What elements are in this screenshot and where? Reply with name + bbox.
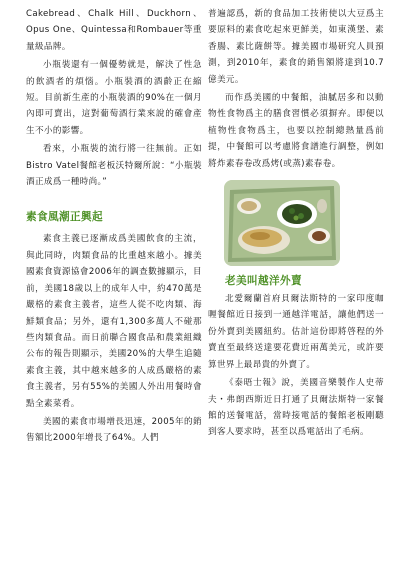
paragraph-tech: 普遍認爲，新的食品加工技術使以大豆爲主要原料的素食吃起來更鮮美，如東漢堡、素香腸、素比薩餅等。據美國市場研究人員預測，到2010年，素食的銷售額將達到10.7億美元。 <box>208 9 384 85</box>
paragraph-brands: Cakebread、Chalk Hill、Duckhorn、Opus One、Quintessa和Rombauer等重量級品牌。 <box>26 9 202 52</box>
paragraph-curry-takeout: 北愛爾蘭首府貝爾法斯特的一家印度咖喱餐館近日接到一通越洋電話，讓他們送一份外賣到美國紐約。估計這份即將啓程的外賣直至最終送達要花費近兩萬美元，或許要算世界上最昂貴的外賣了。 <box>208 294 384 370</box>
vegetarian-meal-photo <box>224 180 340 266</box>
section-heading-takeout: 老美叫越洋外賣 <box>225 275 302 288</box>
section-heading-vegetarian: 素食風潮正興起 <box>26 211 103 224</box>
right-column <box>208 6 384 443</box>
left-column <box>26 6 202 449</box>
meal-illustration <box>224 180 340 266</box>
paragraph-trend: 看來，小瓶裝的流行將一往無前。正如Bistro Vatel餐館老板沃特爾所說：“小瓶裝酒正成爲一種時尚。” <box>26 144 202 188</box>
paragraph-small-bottles: 小瓶裝還有一個優勢就是，解決了性急的飲酒者的煩惱。小瓶裝酒的酒齡正在縮短。目前新生產的小瓶裝酒的90%在一個月內即可賣出，這對葡萄酒行業來說的確會產生不小的影響。 <box>26 60 202 136</box>
paragraph-times-report: 《泰晤士報》說，美國音樂製作人史蒂夫・弗朗西斯近日打通了貝爾法斯特一家餐館的送餐電話，當時接電話的餐館老板剛聽到客人要求時，甚至以爲電話出了毛病。 <box>208 378 384 438</box>
paragraph-vegetarian-stats: 素食主義已逐漸成爲美國飲食的主流，與此同時，肉類食品的比重越來越小。據美國素食資源協會2006年的調查數據顯示，目前，美國18歲以上的成年人中，約470萬是嚴格的素食主義者，這些人從不吃肉類、海鮮類食品；另外，還有1,300多萬人不碰那些肉類食品。而日前聯合國食品和農業組織公布的報告則顯示，美國20%的大學生追隨素食主義，其中越來越多的人成爲嚴格的素食主義者，另有55%的美國人外出用餐時會點全素菜肴。 <box>26 234 202 409</box>
paragraph-market-growth: 美國的素食市場增長迅速，2005年的銷售額比2000年增長了64%。人們 <box>26 416 202 444</box>
paragraph-chinese-restaurants: 而作爲美國的中餐館，油膩居多和以動物性食物爲主的膳食習慣必須摒弃。即便以植物性食物爲主，也要以控制總熱量爲前提，中餐館可以考慮將食譜進行調整，例如將炸素春卷改爲烤(或蒸)素春卷。 <box>208 93 384 169</box>
